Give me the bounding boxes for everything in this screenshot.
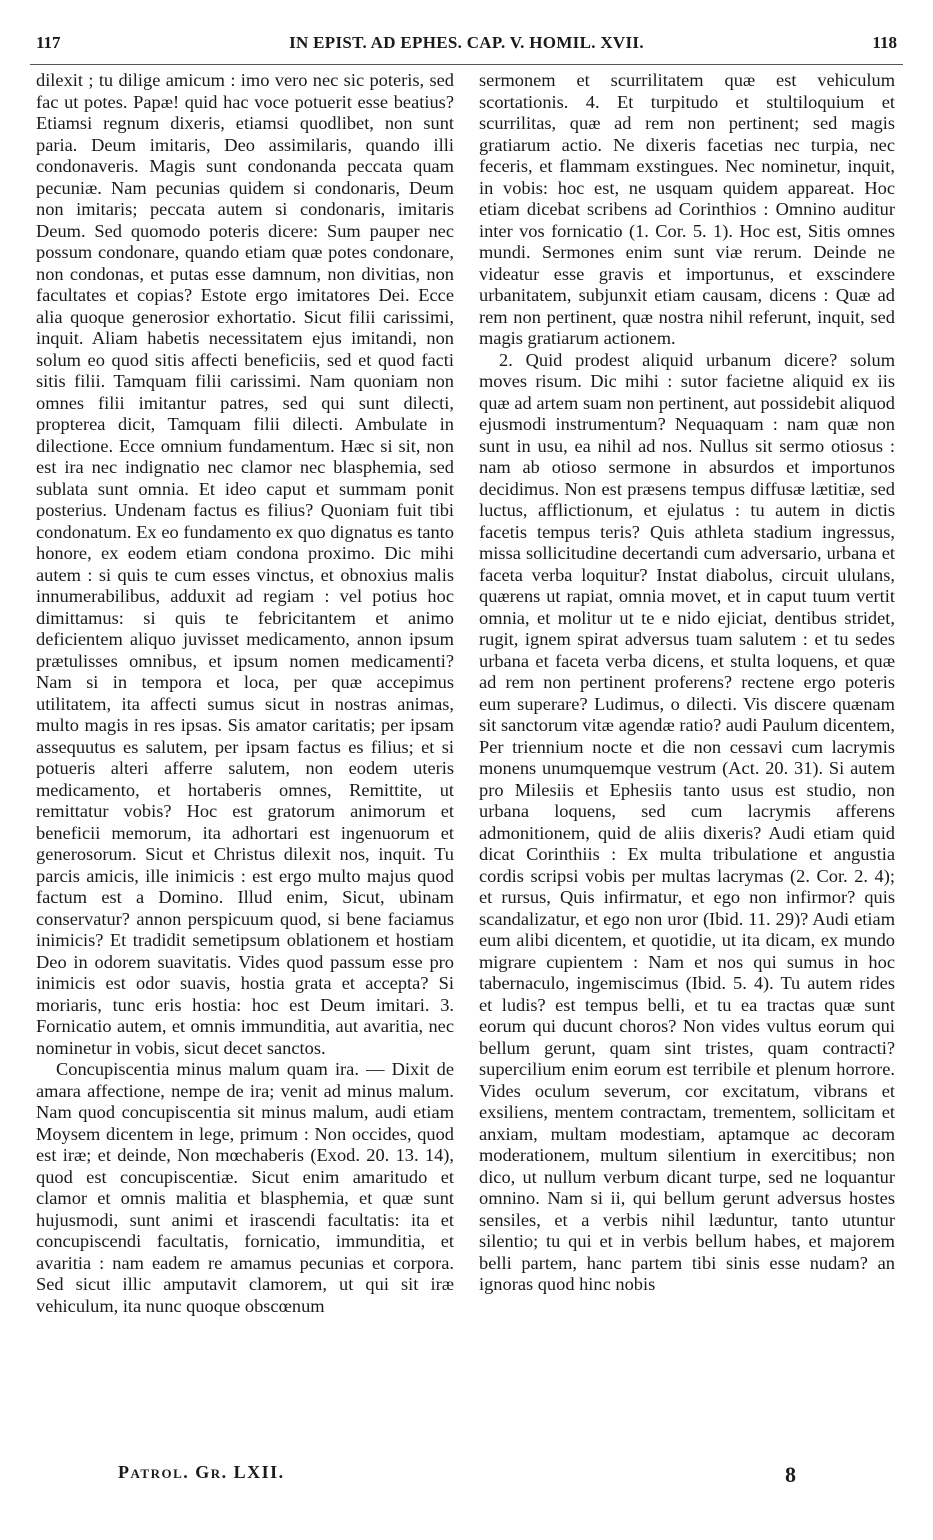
footer-source: Patrol. Gr. LXII.: [118, 1462, 285, 1482]
left-paragraph-2: Concupiscentia minus malum quam ira. — Dixit de amara affectione, nempe de ira; venit ad minus malum. Nam quod concupiscentia sit minus malum, audi etiam Moysem dicentem in lege, primum : Non occides, quod est iræ; et deinde, Non mœchaberis (Exod. 20. 13. 14), quod est concupiscentiæ. Sicut enim amaritudo et clamor et omnis malitia et blasphemia, et quæ sunt hujusmodi, sunt animi et irascendi facultatis: ita et concupiscendi facultatis, fornicatio, immunditia, et avaritia : nam eadem re amamus pecunias et corpora. Sed sicut illic amputavit clamorem, ut qui sit iræ vehiculum, ita nunc quoque obscœnum: [36, 1059, 454, 1316]
left-paragraph-1: dilexit ; tu dilige amicum : imo vero nec sic poteris, sed fac ut potes. Papæ! quid hac voce potuerit esse beatius? Etiamsi regnum dixeris, etiamsi quodlibet, non sunt paria. Deum imitaris, Deo assimilaris, quando illi condonaveris. Magis sunt condonanda peccata quam pecuniæ. Nam pecunias quidem si condonaris, Deum non imitaris; peccata autem si condonaris, imitaris Deum. Sed quomodo poteris dicere: Sum pauper nec possum condonare, quando etiam quæ potes condonare, non condonas, et putas esse damnum, non divitias, non facultates et copias? Estote ergo imitatores Dei. Ecce alia quoque generosior exhortatio. Sicut filii carissimi, inquit. Aliam habetis necessitatem ejus imitandi, non solum eo quod sitis affecti beneficiis, sed et quod facti sitis filii. Tamquam filii carissimi. Nam quoniam non omnes filii imitantur patres, sed qui sunt dilecti, propterea dicit, Tamquam filii dilecti. Ambulate in dilectione. Ecce omnium fundamentum. Hæc si sit, non est ira nec indignatio nec clamor nec blasphemia, sed sublata sunt omnia. Et ideo caput et summam ponit posterius. Undenam factus es filius? Quoniam fuit tibi condonatum. Ex eo fundamento ex quo dignatus es tanto honore, ex eodem etiam condona proximo. Dic mihi autem : si quis te cum esses vinctus, et obnoxius malis innumerabilibus, adduxit ad regiam : vel potius hoc dimittamus: si quis te febricitantem et animo deficientem aliquo juvisset medicamento, annon ipsum prætulisses omnibus, et ipsum nomen medicamenti? Nam si in tempora et loca, per quæ accepimus utilitatem, ita affecti sumus sicut in nostras animas, multo magis in res ipsas. Sis amator caritatis; per ipsam assequutus es salutem, per ipsam factus es filius; et si potueris alteri afferre salutem, non eodem uteris medicamento, et hortaberis omnes, Remittite, ut remittatur vobis? Hoc est gratorum animorum et beneficii memorum, ita adhortari est ingenuorum et generosorum. Sicut et Christus dilexit nos, inquit. Tu parcis amicis, ille inimicis : est ergo multo majus quod factum est a Domino. Illud enim, Sicut, ubinam conservatur? annon perspicuum quod, si bene faciamus inimicis? Et tradidit semetipsum oblationem et hostiam Deo in odorem suavitatis. Vides quod passum esse pro inimicis est odor suavis, hostia grata et accepta? Si moriaris, tunc eris hostia: hoc est Deum imitari. 3. Fornicatio autem, et omnis immunditia, aut avaritia, nec nominetur in vobis, sicut decet sanctos.: [36, 70, 454, 1058]
running-header: [36, 33, 897, 63]
page-number-right: 118: [872, 33, 897, 52]
running-title: IN EPIST. AD EPHES. CAP. V. HOMIL. XVII.: [289, 33, 644, 52]
page-number-left: 117: [36, 33, 61, 52]
header-rule: [30, 64, 903, 65]
right-paragraph-1: sermonem et scurrilitatem quæ est vehiculum scortationis. 4. Et turpitudo et stultiloquium et scurrilitas, quæ ad rem non pertinent; sed magis gratiarum actio. Ne dixeris facetias nec turpia, nec feceris, et flammam exstingues. Nec nominetur, inquit, in vobis: hoc est, ne usquam quidem appareat. Hoc etiam dicebat scribens ad Corinthios : Omnino auditur inter vos fornicatio (1. Cor. 5. 1). Hoc est, Sitis omnes mundi. Sermones enim sunt viæ rerum. Deinde ne videatur esse gravis et importunus, et exscindere urbanitatem, subjunxit etiam causam, dicens : Quæ ad rem non pertinent, quæ nostra nihil referunt, inquit, sed magis gratiarum actionem.: [479, 70, 895, 348]
footer-signature: 8: [785, 1462, 796, 1487]
right-paragraph-2: 2. Quid prodest aliquid urbanum dicere? solum moves risum. Dic mihi : sutor facietne aliquid ex iis quæ ad artem suam non pertinent, aut possidebit aliquod ejusmodi instrumentum? Nequaquam : nam quæ non sunt in usu, ea nihil ad nos. Nullus sit sermo otiosus : nam ab otioso sermone in absurdos et importunos decidimus. Non est præsens tempus diffusæ lætitiæ, sed luctus, afflictionum, et ejulatus : tu autem in dictis facetis tempus teris? Quis athleta stadium ingressus, missa sollicitudine decertandi cum adversario, urbana et faceta verba loquitur? Instat diabolus, circuit ululans, quærens ut rapiat, omnia movet, et in caput tuum vertit omnia, et molitur ut te e nido ejiciat, dentibus stridet, rugit, ignem spirat adversus tuam salutem : et tu sedes urbana et faceta verba dicens, et stulta loquens, et quæ ad rem non pertinent proferens? rectene ergo poteris eum superare? Ludimus, o dilecti. Vis discere quænam sit sanctorum vitæ agendæ ratio? audi Paulum dicentem, Per triennium nocte et die non cessavi cum lacrymis monens unumquemque vestrum (Act. 20. 31). Si autem pro Milesiis et Ephesiis tanto usus est studio, non urbana loquens, sed cum lacrymis afferens admonitionem, quid de aliis dixeris? Audi etiam quid dicat Corinthiis : Ex multa tribulatione et angustia cordis scripsi vobis per multas lacrymas (2. Cor. 2. 4); et rursus, Quis infirmatur, et ego non infirmor? quis scandalizatur, et ego non uror (Ibid. 11. 29)? Audi etiam eum alibi dicentem, et quotidie, ut ita dicam, ex mundo migrare cupientem : Nam et nos qui sumus in hoc tabernaculo, ingemiscimus (Ibid. 5. 4). Tu autem rides et ludis? est tempus belli, et tu ea tractas quæ sunt eorum qui ducunt choros? Non vides vultus eorum qui bellum gerunt, quam sint tristes, quam contracti? supercilium enim eorum est terribile et plenum horrore. Vides oculum severum, cor excitatum, vibrans et exsiliens, mentem contractam, trementem, sollicitam et anxiam, multam modestiam, aptamque ac decoram moderationem, multum silentium in exercitibus; non dico, ut nullum verbum dicant turpe, sed ne loquantur omnino. Nam si ii, qui bellum gerunt adversus hostes sensiles, et a verbis nihil læduntur, tanto utuntur silentio; tu qui et in verbis bellum habes, et majorem belli partem, hanc partem tibi sinis esse nudam? an ignoras quod hinc nobis: [479, 349, 895, 1294]
right-column: [479, 70, 895, 1296]
left-column: [36, 70, 454, 1317]
